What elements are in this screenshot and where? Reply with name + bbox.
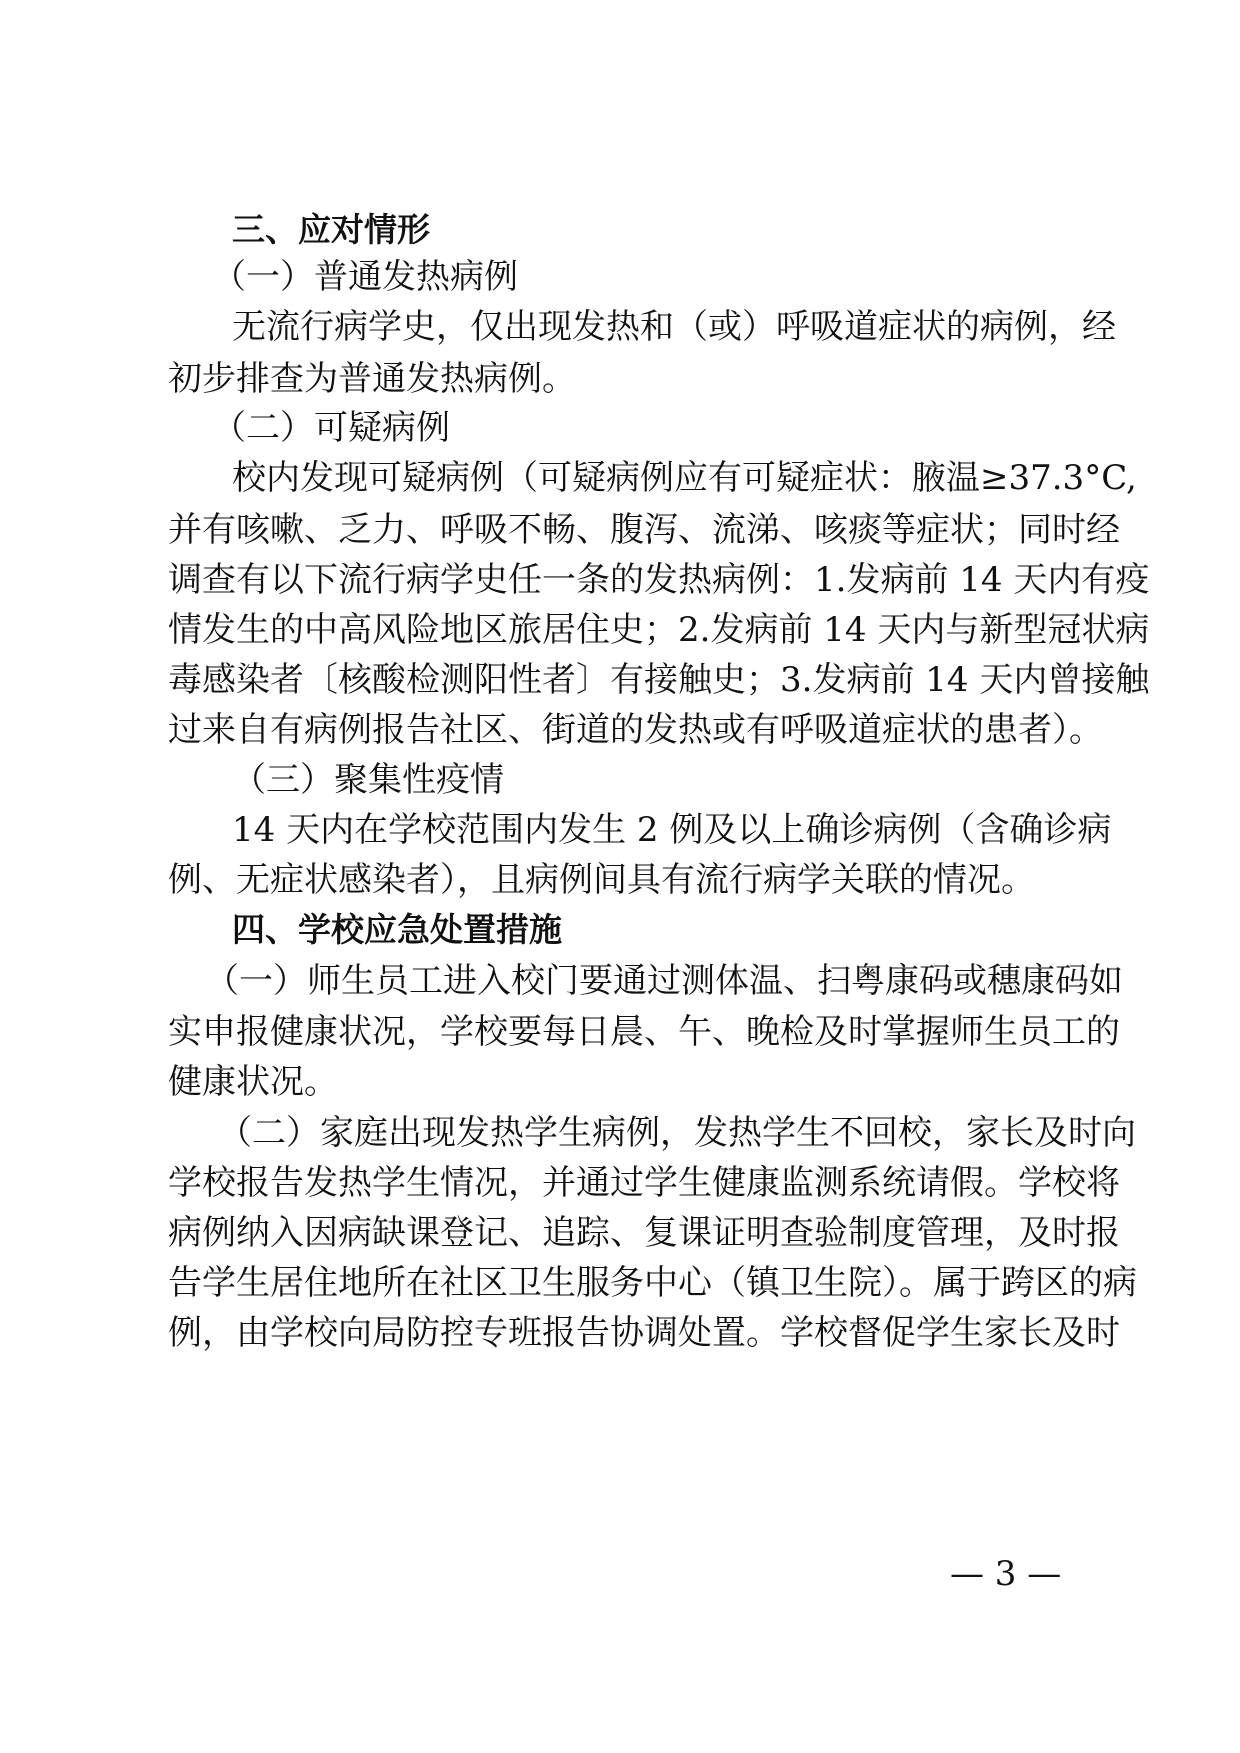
item2-line-5: 例，由学校向局防控专班报告协调处置。学校督促学生家长及时 xyxy=(168,1313,1120,1353)
sub1-line-1: 无流行病学史，仅出现发热和（或）呼吸道症状的病例，经 xyxy=(232,307,1116,347)
sub3-line-1: 14 天内在学校范围内发生 2 例及以上确诊病例（含确诊病 xyxy=(232,810,1112,850)
sub2-line-6: 过来自有病例报告社区、街道的发热或有呼吸道症状的患者）。 xyxy=(168,710,1103,750)
sub2-line-4: 情发生的中高风险地区旅居住史；2.发病前 14 天内与新型冠状病 xyxy=(168,610,1150,650)
sub3-title: （三）聚集性疫情 xyxy=(232,760,504,800)
section4-heading: 四、学校应急处置措施 xyxy=(232,910,562,949)
item2-line-2: 学校报告发热学生情况，并通过学生健康监测系统请假。学校将 xyxy=(168,1163,1120,1203)
sub2-title: （二）可疑病例 xyxy=(212,408,450,448)
sub2-line-5: 毒感染者〔核酸检测阳性者〕有接触史；3.发病前 14 天内曾接触 xyxy=(168,660,1150,700)
section3-heading: 三、应对情形 xyxy=(232,210,430,249)
item2-line-4: 告学生居住地所在社区卫生服务中心（镇卫生院）。属于跨区的病 xyxy=(168,1263,1137,1303)
page-number: — 3 — xyxy=(950,1554,1062,1594)
sub1-line-2: 初步排查为普通发热病例。 xyxy=(168,359,576,399)
sub2-line-1: 校内发现可疑病例（可疑病例应有可疑症状：腋温≥37.3°C, xyxy=(232,458,1137,498)
sub2-line-3: 调查有以下流行病学史任一条的发热病例：1.发病前 14 天内有疫 xyxy=(168,560,1150,600)
sub2-line-2: 并有咳嗽、乏力、呼吸不畅、腹泻、流涕、咳痰等症状；同时经 xyxy=(168,510,1120,550)
item2-line-3: 病例纳入因病缺课登记、追踪、复课证明查验制度管理，及时报 xyxy=(168,1213,1120,1253)
item1-line-2: 实申报健康状况，学校要每日晨、午、晚检及时掌握师生员工的 xyxy=(168,1012,1120,1052)
sub1-title: （一）普通发热病例 xyxy=(212,257,518,297)
item1-line-3: 健康状况。 xyxy=(168,1062,338,1102)
item1-line-1: （一）师生员工进入校门要通过测体温、扫粤康码或穗康码如 xyxy=(205,961,1123,1001)
sub3-line-2: 例、无症状感染者），且病例间具有流行病学关联的情况。 xyxy=(168,860,1035,900)
item2-line-1: （二）家庭出现发热学生病例，发热学生不回校，家长及时向 xyxy=(218,1113,1136,1153)
